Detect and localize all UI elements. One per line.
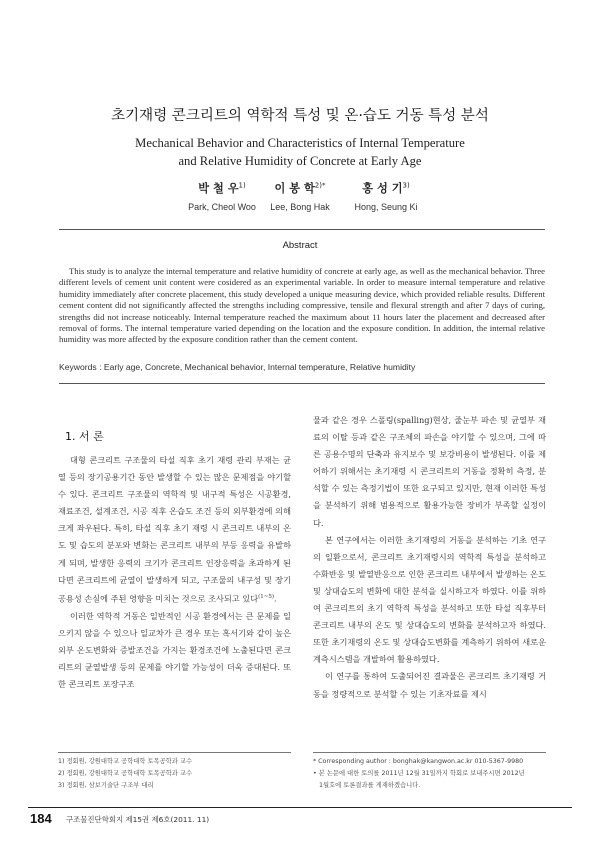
intro-paragraph-2: 이러한 역학적 거동은 일반적인 시공 환경에서는 큰 문제를 일으키지 않을 수 있으나 일교차가 큰 경우 또는 혹서기와 같이 높은 외부 온도변화와 증발조건을 가지는 환경조건에 노출된다면 콘크리트의 균열발생 등의 문제를 야기할 가능성이 더욱 증대된다. 또한 콘크리트 포장구조 <box>58 610 291 689</box>
title-english-line1: Mechanical Behavior and Characteristics of Internal Temperature <box>135 136 465 150</box>
author-2-name-ko: 이 봉 학 <box>274 182 315 195</box>
title-english-line2: and Relative Humidity of Concrete at Early Age <box>178 154 422 168</box>
abstract-body <box>59 266 545 346</box>
abstract-text: This study is to analyze the internal temperature and relative humidity of concrete at early age, as well as the mechanical behavior. Three different levels of cement unit content were cosidered as an experimental variable. In order to measure internal temperature and relative humidity immediately after concrete placement, this study developed a unique measuring device, which provided reliable results. Different cement content did not significantly affected the strengths including compressive, tensile and flexural strength and after 7 days of curing, strengths did not increase noticeably. Internal temperature reached the maximum about 11 hours later the placement and decreased after removal of forms. The internal temperature varied depending on the location and the exposure condition. In addition, the internal relative humidity was more affected by the exposure condition rather than the cement content. <box>59 266 546 345</box>
footnote-rule-left <box>58 752 291 753</box>
journal-citation: 구조물진단학회지 제15권 제6호(2011. 11) <box>66 815 210 824</box>
author-1-affiliation-mark: 1) <box>238 181 246 190</box>
author-3-name-en: Hong, Seung Ki <box>354 202 418 212</box>
author-3-name-ko: 홍 성 기 <box>362 182 403 195</box>
footnote-rule-right <box>313 752 546 753</box>
title-korean: 초기재령 콘크리트의 역학적 특성 및 온·습도 거동 특성 분석 <box>111 108 489 124</box>
intro-paragraph-4: 본 연구에서는 이러한 초기재령의 거동을 분석하는 기초 연구의 일환으로서, 콘크리트 초기재령시의 역학적 특성을 분석하고 수화반응 및 발열반응으로 인한 콘크리트 내부에서 발생하는 온도 및 상대습도의 변화에 대한 분석을 실시하고자 하였다. 이를 위하여 콘크리트의 초기 역학적 특성을 분석하고 또한 타설 직후부터 콘크리트 내부의 온도 및 상대습도의 변화를 분석하고자 하였다. 또한 초기재령의 온도 및 상대습도변화를 계측하기 위하여 새로운 계측시스템을 개발하여 활용하였다. <box>313 534 546 665</box>
footnote-affiliation-2: 2) 정회원, 강원대학교 공학대학 토목공학과 교수 <box>58 770 193 777</box>
abstract-heading: Abstract <box>282 240 318 251</box>
section-heading-introduction: 1. 서 론 <box>65 430 104 443</box>
right-column <box>313 412 546 703</box>
intro-paragraph-1-end: . <box>274 593 277 604</box>
citation-ref: (1~5) <box>258 593 275 600</box>
author-2-name-en: Lee, Bong Hak <box>270 202 330 212</box>
author-3 <box>316 180 456 212</box>
footnote-discussion-note-1: • 본 논문에 대한 토의를 2011년 12월 31일까지 학회로 보내주시면 2012년 <box>313 770 525 777</box>
left-column <box>58 452 291 693</box>
footnote-corresponding-author: * Corresponding author : bonghak@kangwon.ac.kr 010-5367-9980 <box>313 758 524 765</box>
footnote-affiliation-3: 3) 정회원, 삼보기술단 구조부 대리 <box>58 782 154 789</box>
keywords <box>59 362 545 372</box>
intro-paragraph-1 <box>58 452 291 608</box>
author-2-affiliation-mark: 2)* <box>314 181 326 190</box>
intro-paragraph-3: 물과 같은 경우 스폴링(spalling)현상, 줄눈부 파손 및 균열부 재료의 이탈 등과 같은 구조체의 파손을 야기할 수 있으며, 그에 따른 공용수명의 단축과 유지보수 및 보강비용이 발생된다. 이를 제어하기 위해서는 초기재령 시 콘크리트의 거동을 정확히 측정, 분석할 수 있는 측정기법이 또한 요구되고 있지만, 현재 이러한 특성을 분석하기 위해 범용적으로 활용가능한 장비가 부족할 실정이다. <box>313 415 546 528</box>
keywords-label: Keywords : <box>59 362 104 372</box>
abstract-top-rule <box>59 229 545 230</box>
footnotes-right <box>313 756 525 792</box>
keywords-list: Early age, Concrete, Mechanical behavior, Internal temperature, Relative humidity <box>103 362 416 372</box>
footnotes-left <box>58 756 192 792</box>
page-number: 184 <box>30 811 52 826</box>
footnote-discussion-note-2: 1월호에 토론결과를 게재하겠습니다. <box>319 782 421 789</box>
author-3-affiliation-mark: 3) <box>402 181 410 190</box>
footer-rule <box>28 807 572 808</box>
intro-paragraph-1-text: 대형 콘크리트 구조물의 타설 직후 초기 재령 관리 부재는 균열 등의 장기공용기간 동안 발생할 수 있는 많은 문제점을 야기할 수 있다. 콘크리트 구조물의 역학적 및 내구적 특성은 시공환경, 재료조건, 설계조건, 시공 직후 온습도 조건 등의 외부환경에 의해 크게 좌우된다. 특히, 타설 직후 초기 재령 시 콘크리트 내부의 온도 및 습도의 분포와 변화는 콘크리트 내부의 부등 응력을 유발하게 되며, 발생한 응력의 크기가 콘크리트 인장응력을 초과하게 된다면 콘크리트에 균열이 발생하게 되고, 구조물의 내구성 및 장기공용성 손실에 주된 영향을 미치는 것으로 조사되고 있다 <box>58 455 291 604</box>
author-1-name-ko: 박 철 우 <box>198 182 239 195</box>
author-1-name-en: Park, Cheol Woo <box>188 202 256 212</box>
abstract-bottom-rule <box>59 383 545 384</box>
intro-paragraph-5: 이 연구를 통하여 도출되어진 결과물은 콘크리트 초기재령 거동을 정량적으로 분석할 수 있는 기초자료를 제시 <box>313 671 546 699</box>
footnote-affiliation-1: 1) 정회원, 강원대학교 공학대학 토목공학과 교수 <box>58 758 193 765</box>
